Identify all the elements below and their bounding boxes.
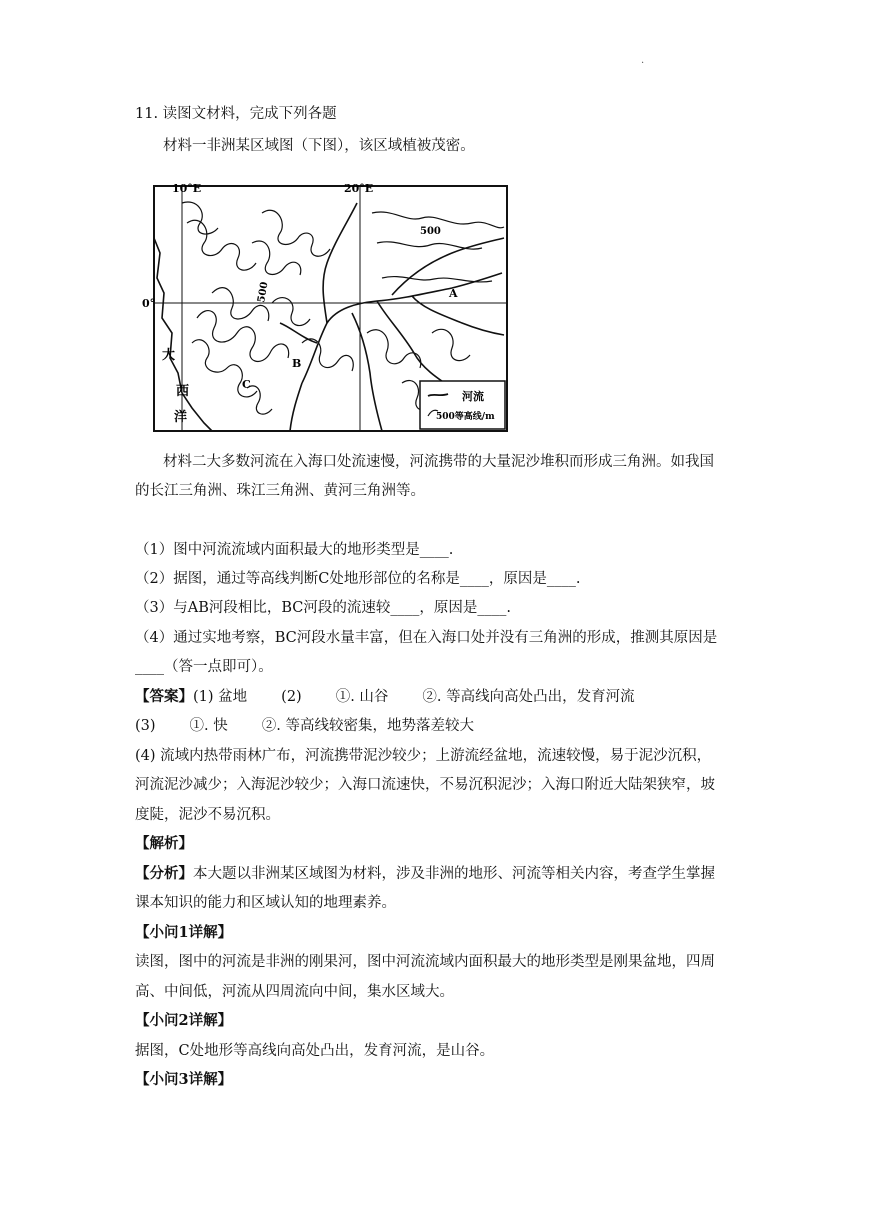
point-b-label: B — [292, 357, 302, 370]
ocean-label-yang: 洋 — [174, 410, 188, 425]
legend-river-label: 河流 — [462, 390, 484, 403]
africa-region-map — [142, 182, 509, 434]
answer-row-1 — [135, 687, 635, 707]
sub2-line1: 据图，C处地形等高线向高处凸出，发育河流，是山谷。 — [135, 1043, 495, 1059]
fenxi-line2: 课本知识的能力和区域认知的地理素养。 — [135, 895, 396, 911]
answer-4-line2: 河流泥沙减少；入海泥沙较少；入海口流速快，不易沉积泥沙；入海口附近大陆架狭窄，坡 — [135, 777, 715, 793]
question-4-line2: ____（答一点即可）。 — [135, 659, 273, 675]
lon-10e-label: 10°E — [172, 182, 202, 195]
answer-tag: 【答案】 — [135, 688, 193, 705]
answer-1: (1) 盆地 — [193, 689, 248, 705]
fenxi-text1: 本大题以非洲某区域图为材料，涉及非洲的地形、河流等相关内容，考查学生掌握 — [193, 866, 715, 882]
ocean-label-xi: 西 — [176, 384, 190, 399]
lat-0-label: 0° — [142, 297, 156, 310]
answer-row-2 — [135, 716, 474, 736]
answer-4-line1: (4) 流域内热带雨林广布，河流携带泥沙较少；上游流经盆地，流速较慢，易于泥沙沉积， — [135, 748, 712, 764]
fenxi-line1 — [135, 864, 715, 884]
fenxi-tag: 【分析】 — [135, 865, 193, 882]
point-c-label: C — [242, 378, 251, 391]
sub1-line2: 高、中间低，河流从四周流向中间，集水区域大。 — [135, 984, 454, 1000]
legend-contour-label: 500等高线/m — [436, 412, 495, 422]
question-title: 11. 读图文材料，完成下列各题 — [135, 106, 337, 122]
contour-500-label-a: 500 — [420, 226, 441, 237]
answer-3-part1: ①. 快 — [189, 718, 228, 734]
ocean-label-da: 大 — [162, 348, 176, 363]
sub3-tag: 【小问3详解】 — [135, 1071, 233, 1088]
answer-2-part2: ②. 等高线向高处凸出，发育河流 — [422, 689, 635, 705]
question-2: （2）据图，通过等高线判断C处地形部位的名称是____，原因是____. — [135, 571, 581, 587]
answer-2-part1: ①. 山谷 — [335, 689, 389, 705]
point-a-label: A — [449, 287, 458, 300]
lon-20e-label: 20°E — [344, 182, 374, 195]
contour-500-label-b: 500 — [256, 281, 271, 304]
sub2-tag: 【小问2详解】 — [135, 1012, 233, 1029]
question-4-line1: （4）通过实地考察，BC河段水量丰富，但在入海口处并没有三角洲的形成，推测其原因是 — [135, 630, 718, 646]
analysis-tag: 【解析】 — [135, 835, 193, 852]
answer-2-num: (2) — [281, 689, 302, 705]
answer-4-line3: 度陡，泥沙不易沉积。 — [135, 807, 280, 823]
question-3: （3）与AB河段相比，BC河段的流速较____，原因是____. — [135, 600, 511, 616]
sub1-tag: 【小问1详解】 — [135, 924, 233, 941]
material-two-line2: 的长江三角洲、珠江三角洲、黄河三角洲等。 — [135, 483, 425, 499]
question-1: （1）图中河流流域内面积最大的地形类型是____. — [135, 542, 454, 558]
material-two-line1: 材料二大多数河流在入海口处流速慢，河流携带的大量泥沙堆积而形成三角洲。如我国 — [163, 454, 714, 470]
answer-3-part2: ②. 等高线较密集，地势落差较大 — [261, 718, 474, 734]
header-dot: . — [641, 55, 645, 66]
material-one: 材料一非洲某区域图（下图），该区域植被茂密。 — [163, 138, 475, 154]
sub1-line1: 读图，图中的河流是非洲的刚果河，图中河流流域内面积最大的地形类型是刚果盆地，四周 — [135, 954, 715, 970]
answer-3-num: (3) — [135, 718, 156, 734]
